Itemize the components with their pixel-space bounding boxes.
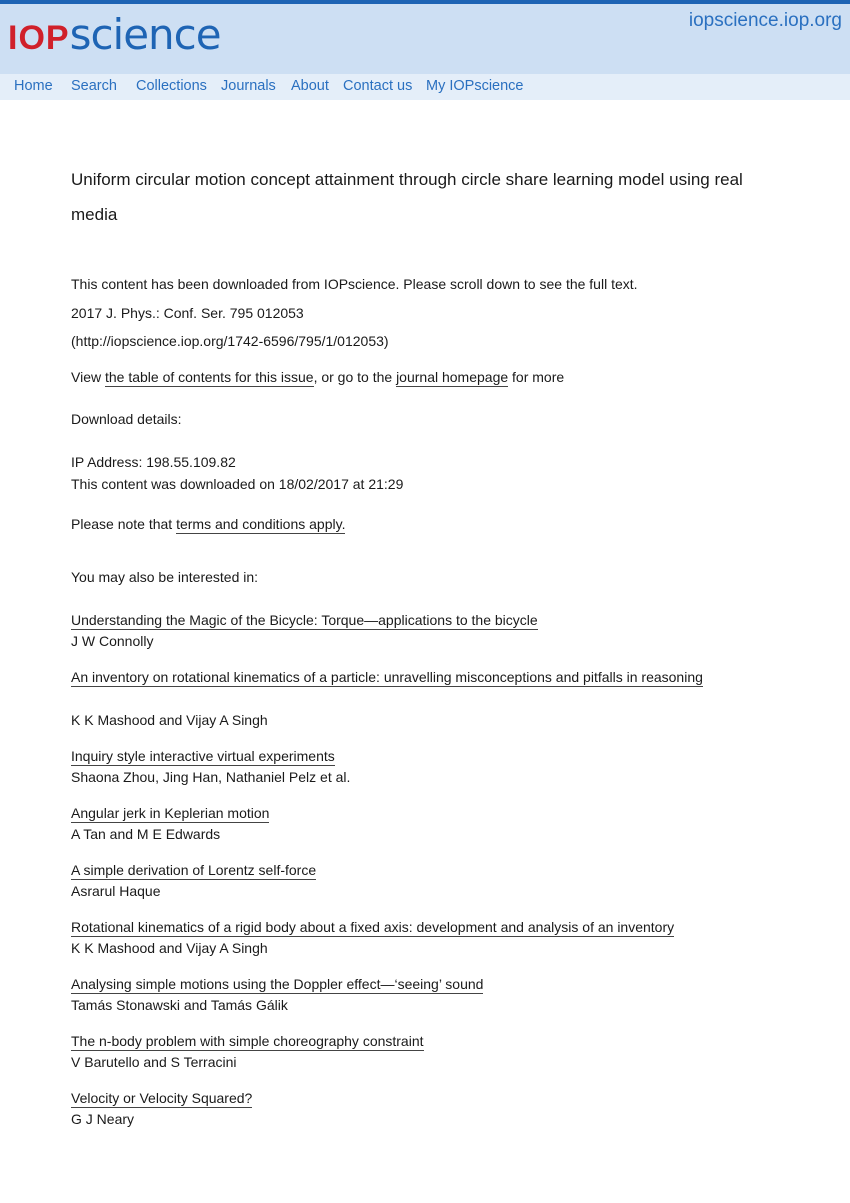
related-title-link[interactable]: Rotational kinematics of a rigid body about a fixed axis: development and analysis of an inventory — [71, 919, 675, 935]
download-details-label: Download details: — [71, 411, 182, 427]
related-item-title — [71, 745, 711, 767]
related-heading: You may also be interested in: — [71, 569, 259, 585]
related-item-authors: K K Mashood and Vijay A Singh — [71, 712, 268, 728]
related-item-authors: J W Connolly — [71, 633, 154, 649]
toc-link[interactable]: the table of contents for this issue — [104, 369, 314, 385]
view-suffix: for more — [508, 369, 565, 385]
related-title-link[interactable]: Understanding the Magic of the Bicycle: Torque—applications to the bicycle — [71, 612, 538, 628]
view-prefix: View — [71, 369, 105, 385]
nav-collections[interactable]: Collections — [136, 78, 207, 94]
related-title-link[interactable]: An inventory on rotational kinematics of a particle: unravelling misconceptions and pitfalls in reasoning — [71, 669, 703, 685]
related-item-title — [71, 666, 711, 688]
related-item-title — [71, 1030, 711, 1052]
nav-contact-us[interactable]: Contact us — [343, 78, 413, 94]
nav-my-iopscience[interactable]: My IOPscience — [426, 78, 524, 94]
related-item-authors: V Barutello and S Terracini — [71, 1054, 237, 1070]
related-title-link[interactable]: Angular jerk in Keplerian motion — [71, 805, 270, 821]
related-item-title — [71, 1087, 711, 1109]
main-nav — [0, 74, 850, 100]
nav-journals[interactable]: Journals — [221, 78, 276, 94]
logo-science-text: science — [69, 10, 221, 59]
related-item-title — [71, 859, 711, 881]
related-title-link[interactable]: A simple derivation of Lorentz self-force — [71, 862, 317, 878]
related-title-link[interactable]: Inquiry style interactive virtual experiments — [71, 748, 335, 764]
nav-about[interactable]: About — [291, 78, 329, 94]
downloaded-on: This content was downloaded on 18/02/2017 at 21:29 — [71, 476, 404, 492]
article-citation: 2017 J. Phys.: Conf. Ser. 795 012053 — [71, 305, 304, 321]
related-title-link[interactable]: The n-body problem with simple choreography constraint — [71, 1033, 424, 1049]
related-item-authors: Tamás Stonawski and Tamás Gálik — [71, 997, 288, 1013]
related-item-authors: Shaona Zhou, Jing Han, Nathaniel Pelz et al. — [71, 769, 351, 785]
nav-search[interactable]: Search — [71, 78, 117, 94]
related-item-title — [71, 973, 711, 995]
related-item-title — [71, 609, 711, 631]
terms-link[interactable]: terms and conditions apply. — [176, 516, 346, 532]
iopscience-logo[interactable] — [8, 10, 221, 60]
site-header — [0, 4, 850, 74]
article-url: (http://iopscience.iop.org/1742-6596/795/1/012053) — [71, 333, 389, 349]
related-title-link[interactable]: Velocity or Velocity Squared? — [71, 1090, 253, 1106]
article-title: Uniform circular motion concept attainment through circle share learning model using real media — [71, 170, 743, 224]
view-middle: , or go to the — [313, 369, 397, 385]
view-line — [71, 368, 564, 386]
related-item-authors: K K Mashood and Vijay A Singh — [71, 940, 268, 956]
related-item-authors: A Tan and M E Edwards — [71, 826, 221, 842]
nav-home[interactable]: Home — [14, 78, 53, 94]
related-item-authors: Asrarul Haque — [71, 883, 161, 899]
related-item-title — [71, 802, 711, 824]
download-notice: This content has been downloaded from IOPscience. Please scroll down to see the full text. — [71, 276, 638, 292]
note-prefix: Please note that — [71, 516, 177, 532]
logo-iop-text: IOP — [8, 19, 70, 57]
related-item-authors: G J Neary — [71, 1111, 135, 1127]
ip-address: IP Address: 198.55.109.82 — [71, 454, 236, 470]
journal-homepage-link[interactable]: journal homepage — [396, 369, 509, 385]
related-title-link[interactable]: Analysing simple motions using the Doppler effect—‘seeing’ sound — [71, 976, 484, 992]
terms-line — [71, 515, 345, 533]
related-item-title — [71, 916, 711, 938]
site-url-link[interactable]: iopscience.iop.org — [688, 10, 842, 31]
